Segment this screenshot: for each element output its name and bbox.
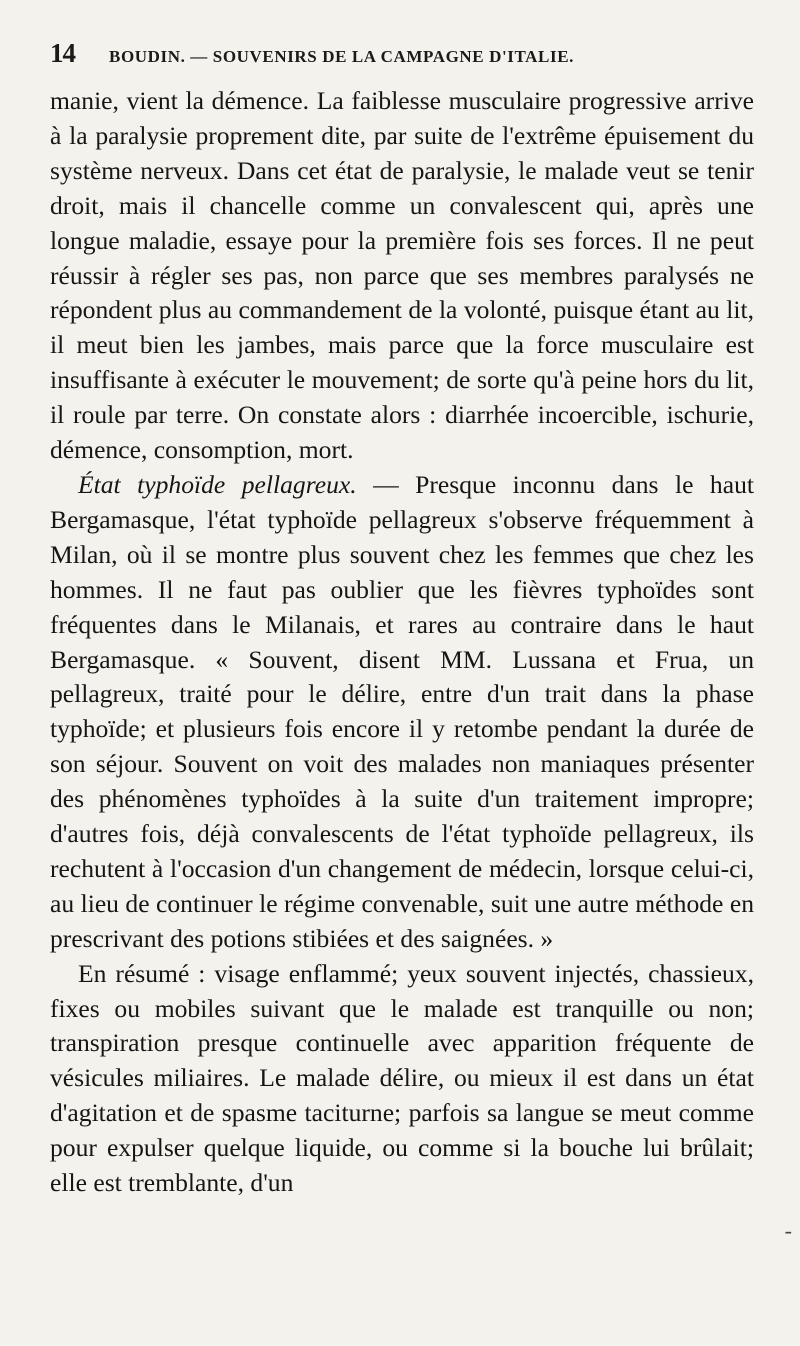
paragraph-dementia: manie, vient la démence. La faiblesse musculaire progressive arrive à la paralysie proprement dite, par suite de l'extrême épuisement du système nerveux. Dans cet état de paralysie, le malade veut se tenir droit, mais il chancelle comme un convalescent qui, après une longue maladie, essaye pour la première fois ses forces. Il ne peut réussir à régler ses pas, non parce que ses membres paralysés ne répondent plus au commandement de la volonté, puisque étant au lit, il meut bien les jambes, mais parce que la force musculaire est insuffisante à exécuter le mouvement; de sorte qu'à peine hors du lit, il roule par terre. On constate alors : diarrhée incoercible, ischurie, démence, consomption, mort. (50, 86, 754, 465)
running-head-title: BOUDIN. — SOUVENIRS DE LA CAMPAGNE D'ITALIE. (109, 47, 574, 66)
margin-mark: - (784, 1218, 792, 1243)
running-head (50, 38, 754, 84)
paragraph-typhoid-text: — Presque inconnu dans le haut Bergamasque, l'état typhoïde pellagreux s'observe fréquemment à Milan, où il se montre plus souvent chez les femmes que chez les hommes. Il ne faut pas oublier que les fièvres typhoïdes sont fréquentes dans le Milanais, et rares au contraire dans le haut Bergamasque. « Souvent, disent MM. Lussana et Frua, un pellagreux, traité pour le délire, entre d'un trait dans la phase typhoïde; et plusieurs fois encore il y retombe pendant la durée de son séjour. Souvent on voit des malades non maniaques présenter des phénomènes typhoïdes à la suite d'un traitement impropre; d'autres fois, déjà convalescents de l'état typhoïde pellagreux, ils rechutent à l'occasion d'un changement de médecin, lorsque celui-ci, au lieu de continuer le régime convenable, suit une autre méthode en prescrivant des potions stibiées et des saignées. » (50, 469, 754, 953)
paragraph-summary: En résumé : visage enflammé; yeux souvent injectés, chassieux, fixes ou mobiles suivant que le malade est tranquille ou non; transpiration presque continuelle avec apparition fréquente de vésicules miliaires. Le malade délire, ou mieux il est dans un état d'agitation et de spasme taciturne; parfois sa langue se meut comme pour expulser quelque liquide, ou comme si la bouche lui brûlait; elle est tremblante, d'un (50, 958, 754, 1198)
page-number: 14 (50, 38, 75, 68)
section-heading-typhoid: État typhoïde pellagreux. (78, 469, 357, 499)
paragraph-typhoid-state (50, 468, 754, 957)
body-text (50, 84, 754, 1201)
